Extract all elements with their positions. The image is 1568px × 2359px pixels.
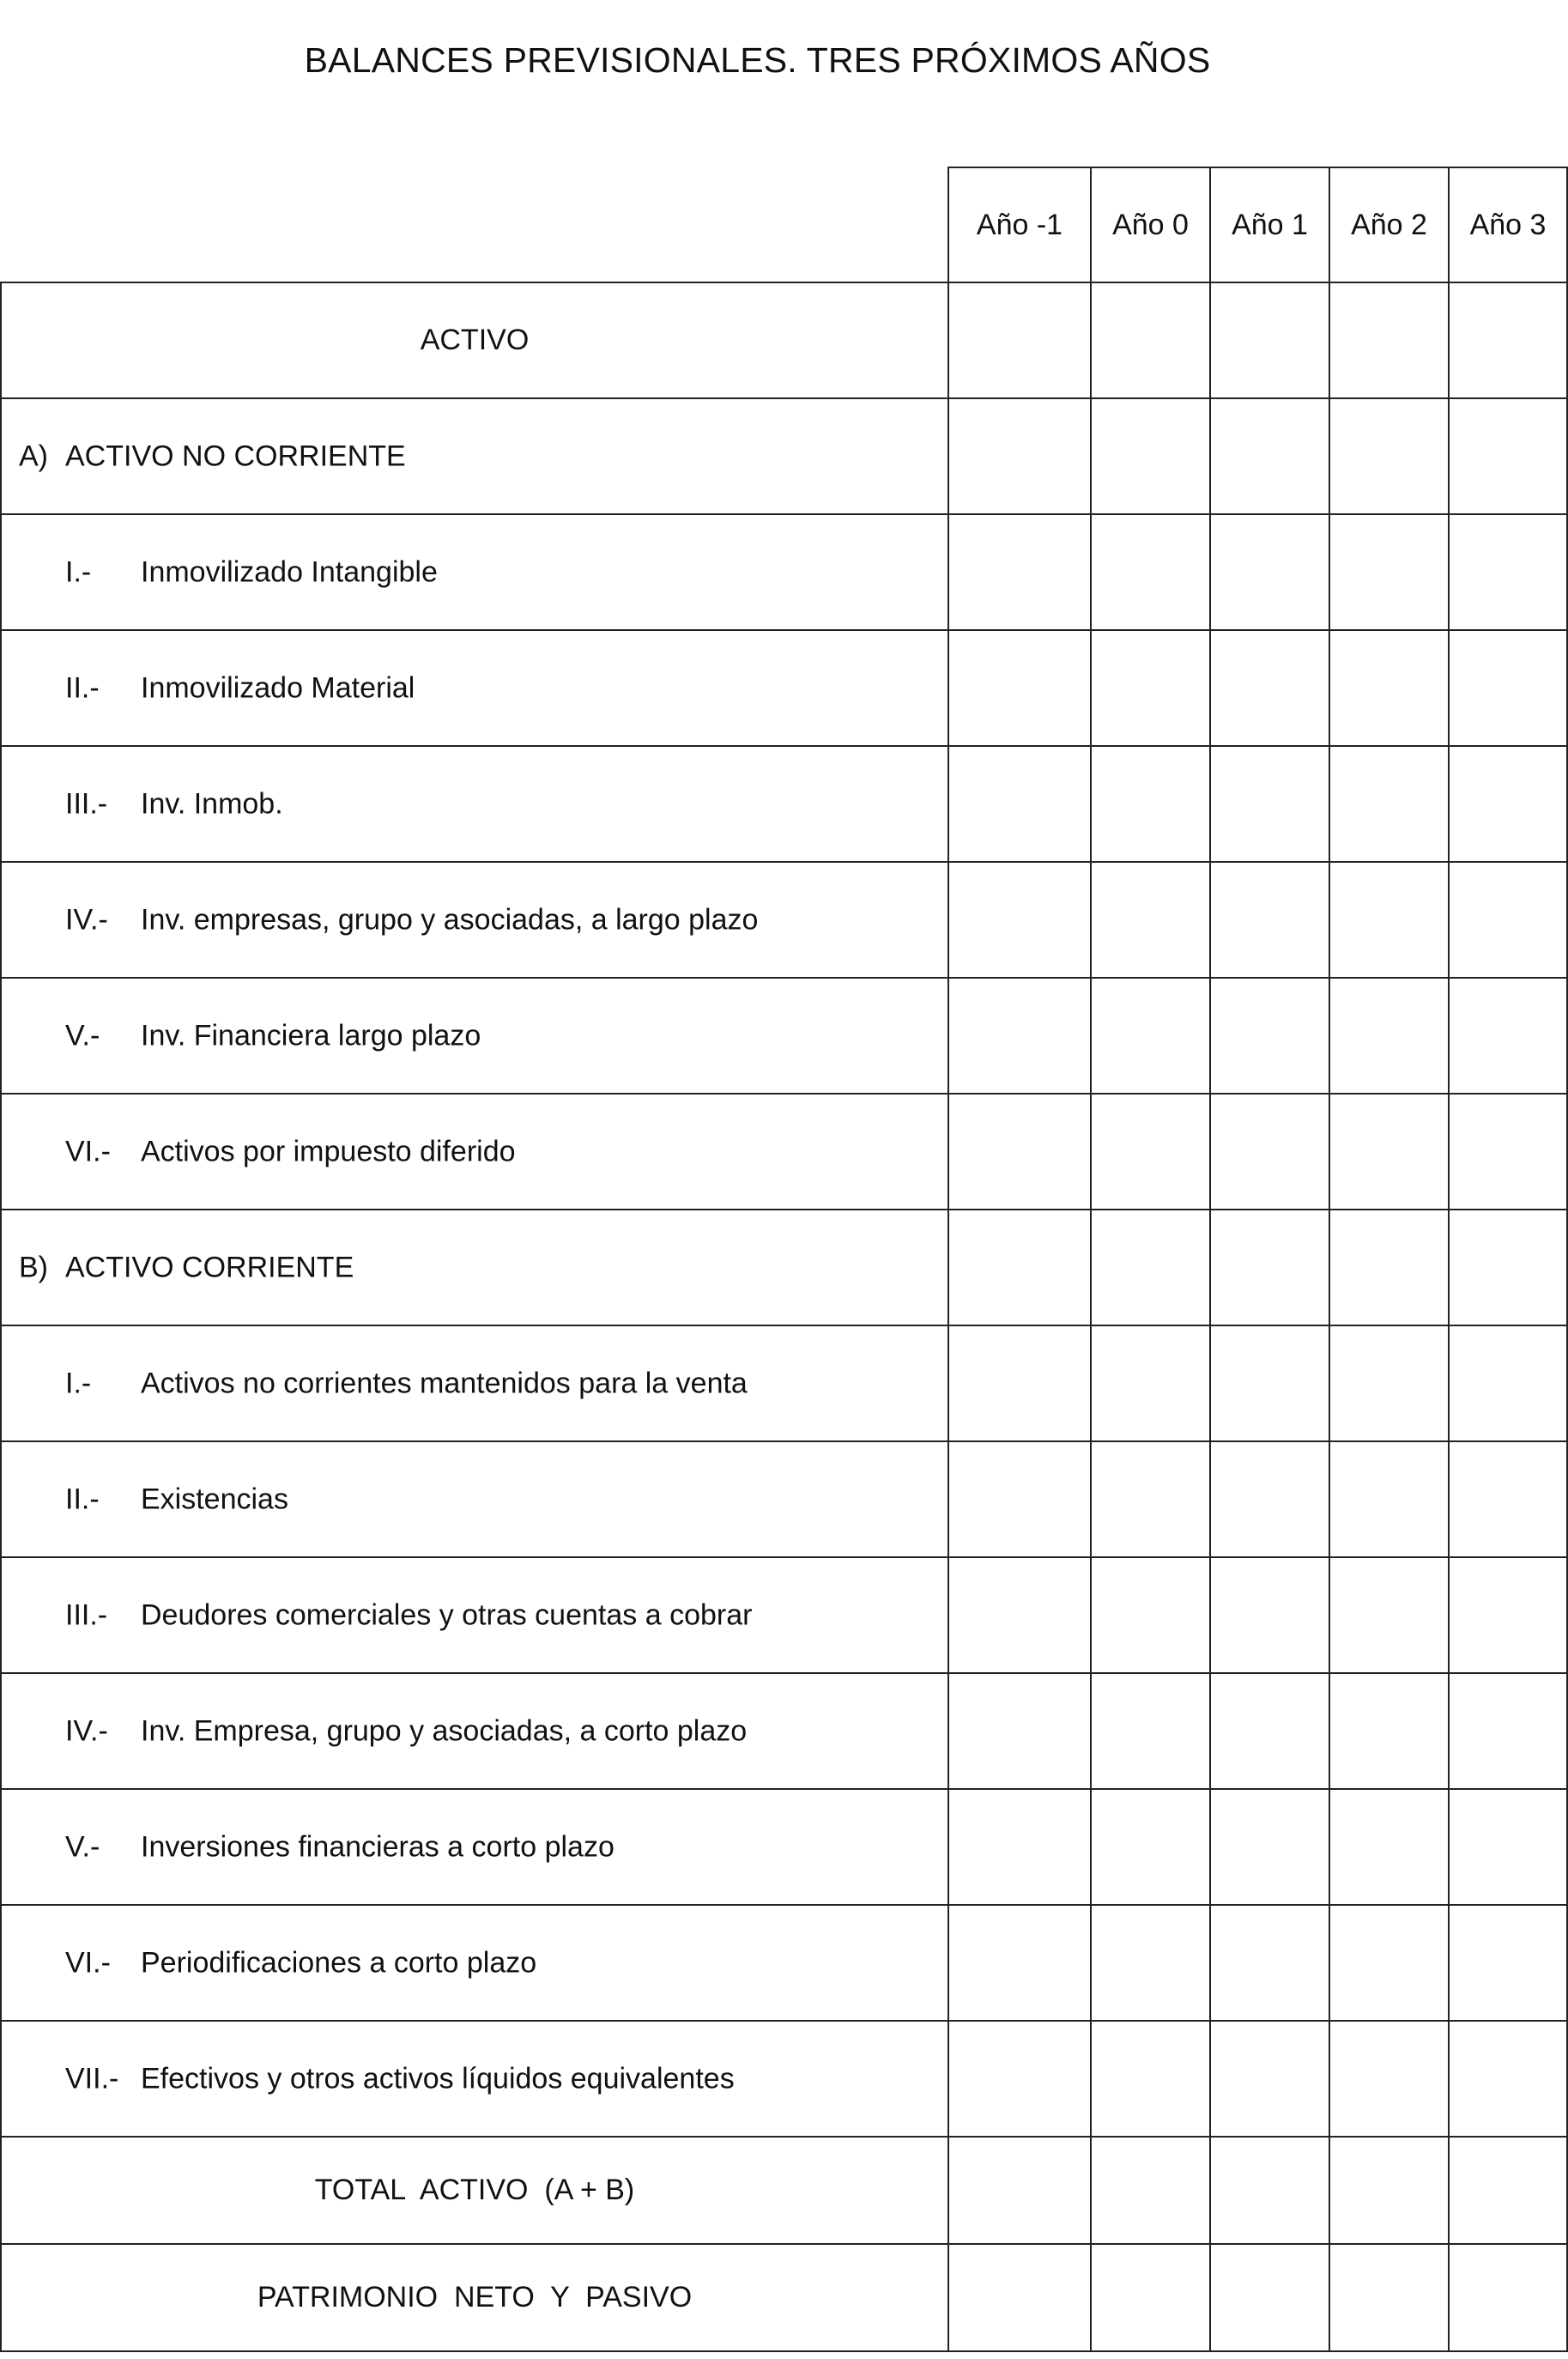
value-cell <box>1449 1905 1567 2021</box>
table-row <box>1 1441 1567 1557</box>
row-label: Inmovilizado Material <box>141 671 415 704</box>
value-cell <box>1091 282 1210 398</box>
page-title: BALANCES PREVISIONALES. TRES PRÓXIMOS AÑOS <box>304 40 1211 80</box>
value-cell <box>1449 1557 1567 1673</box>
value-cell <box>1449 746 1567 862</box>
value-cell <box>948 1325 1091 1441</box>
row-label-cell <box>1 1441 948 1557</box>
value-cell <box>1449 1210 1567 1325</box>
table-row <box>1 2137 1567 2244</box>
row-label: ACTIVO <box>420 324 530 356</box>
row-label: Inv. empresas, grupo y asociadas, a largo plazo <box>141 903 759 936</box>
value-cell <box>948 1673 1091 1789</box>
value-cell <box>1329 2137 1449 2244</box>
value-cell <box>1210 282 1329 398</box>
value-cell <box>1329 282 1449 398</box>
value-cell <box>1449 282 1567 398</box>
value-cell <box>1329 2244 1449 2351</box>
row-label: Existencias <box>141 1483 288 1515</box>
value-cell <box>1449 2244 1567 2351</box>
row-code: VII.- <box>65 2062 119 2095</box>
row-label-cell <box>1 514 948 630</box>
table-row <box>1 282 1567 398</box>
table-row <box>1 1673 1567 1789</box>
row-code: B) <box>19 1251 48 1283</box>
row-label: Periodificaciones a corto plazo <box>141 1946 537 1979</box>
row-label: TOTAL ACTIVO (A + B) <box>314 2174 635 2206</box>
row-label-cell <box>1 2244 948 2351</box>
value-cell <box>1449 2137 1567 2244</box>
value-cell <box>1329 1094 1449 1210</box>
value-cell <box>1449 1673 1567 1789</box>
value-cell <box>1091 2137 1210 2244</box>
value-cell <box>1329 1557 1449 1673</box>
row-label-cell <box>1 1673 948 1789</box>
value-cell <box>1329 978 1449 1094</box>
table-row <box>1 514 1567 630</box>
value-cell <box>1210 1325 1329 1441</box>
value-cell <box>1091 1789 1210 1905</box>
value-cell <box>1329 1789 1449 1905</box>
value-cell <box>1091 1557 1210 1673</box>
value-cell <box>1210 1557 1329 1673</box>
value-cell <box>1210 2021 1329 2137</box>
value-cell <box>1449 514 1567 630</box>
table-body <box>1 282 1567 2351</box>
value-cell <box>1329 398 1449 514</box>
row-code: VI.- <box>65 1946 111 1979</box>
value-cell <box>1329 1210 1449 1325</box>
value-cell <box>1091 630 1210 746</box>
row-code: II.- <box>65 671 100 704</box>
row-label-cell <box>1 1210 948 1325</box>
value-cell <box>948 630 1091 746</box>
value-cell <box>1449 398 1567 514</box>
row-label: Activos por impuesto diferido <box>141 1135 516 1167</box>
row-label: ACTIVO NO CORRIENTE <box>65 440 406 472</box>
table-row <box>1 1557 1567 1673</box>
row-code: A) <box>19 440 48 472</box>
value-cell <box>1091 1905 1210 2021</box>
value-cell <box>1091 1210 1210 1325</box>
value-cell <box>1091 2021 1210 2137</box>
value-cell <box>1210 978 1329 1094</box>
value-cell <box>948 2137 1091 2244</box>
value-cell <box>1091 1094 1210 1210</box>
value-cell <box>948 1557 1091 1673</box>
column-header-year-minus-1: Año -1 <box>948 167 1091 282</box>
table-row <box>1 746 1567 862</box>
value-cell <box>948 1789 1091 1905</box>
value-cell <box>948 514 1091 630</box>
value-cell <box>948 2244 1091 2351</box>
value-cell <box>1091 1325 1210 1441</box>
row-label-cell <box>1 1905 948 2021</box>
row-label-cell <box>1 978 948 1094</box>
row-label-cell <box>1 2021 948 2137</box>
row-label: Inv. Empresa, grupo y asociadas, a corto plazo <box>141 1714 748 1747</box>
table-row <box>1 1905 1567 2021</box>
row-code: V.- <box>65 1019 100 1052</box>
value-cell <box>1210 1441 1329 1557</box>
value-cell <box>1210 514 1329 630</box>
value-cell <box>1449 1325 1567 1441</box>
value-cell <box>1091 398 1210 514</box>
row-code: II.- <box>65 1483 100 1515</box>
column-header-year-1: Año 1 <box>1210 167 1329 282</box>
row-code: IV.- <box>65 1714 108 1747</box>
table-row <box>1 1325 1567 1441</box>
value-cell <box>948 1094 1091 1210</box>
row-label: ACTIVO CORRIENTE <box>65 1251 354 1283</box>
row-code: I.- <box>65 1367 92 1399</box>
row-label-cell <box>1 746 948 862</box>
value-cell <box>1210 862 1329 978</box>
value-cell <box>1091 2244 1210 2351</box>
table-row <box>1 1210 1567 1325</box>
value-cell <box>1091 1673 1210 1789</box>
value-cell <box>948 746 1091 862</box>
row-label-cell <box>1 282 948 398</box>
value-cell <box>1329 1325 1449 1441</box>
row-code: V.- <box>65 1830 100 1863</box>
value-cell <box>948 862 1091 978</box>
value-cell <box>1329 1441 1449 1557</box>
row-label: PATRIMONIO NETO Y PASIVO <box>257 2281 693 2314</box>
value-cell <box>948 2021 1091 2137</box>
row-label-cell <box>1 1557 948 1673</box>
value-cell <box>1449 2021 1567 2137</box>
balance-table <box>0 167 1568 2352</box>
table-row <box>1 398 1567 514</box>
value-cell <box>1210 1789 1329 1905</box>
value-cell <box>1091 978 1210 1094</box>
value-cell <box>1091 1441 1210 1557</box>
column-header-year-2: Año 2 <box>1329 167 1449 282</box>
row-label: Inv. Financiera largo plazo <box>141 1019 481 1052</box>
value-cell <box>1210 1673 1329 1789</box>
table-row <box>1 630 1567 746</box>
row-code: III.- <box>65 1598 108 1631</box>
row-label-cell <box>1 2137 948 2244</box>
value-cell <box>1329 746 1449 862</box>
row-code: IV.- <box>65 903 108 936</box>
row-label-cell <box>1 398 948 514</box>
value-cell <box>948 1441 1091 1557</box>
row-label-cell <box>1 1789 948 1905</box>
value-cell <box>1091 746 1210 862</box>
column-header-year-3: Año 3 <box>1449 167 1567 282</box>
table-row <box>1 2021 1567 2137</box>
row-label: Deudores comerciales y otras cuentas a cobrar <box>141 1598 753 1631</box>
header-blank-cell <box>1 167 948 282</box>
row-label-cell <box>1 1094 948 1210</box>
row-code: III.- <box>65 787 108 820</box>
row-label: Efectivos y otros activos líquidos equivalentes <box>141 2062 735 2095</box>
value-cell <box>1210 2137 1329 2244</box>
table-row <box>1 2244 1567 2351</box>
value-cell <box>1329 862 1449 978</box>
column-header-year-0: Año 0 <box>1091 167 1210 282</box>
header-row <box>1 167 1567 282</box>
row-label: Inv. Inmob. <box>141 787 283 820</box>
value-cell <box>1091 514 1210 630</box>
value-cell <box>1210 398 1329 514</box>
row-label: Activos no corrientes mantenidos para la venta <box>141 1367 748 1399</box>
value-cell <box>1449 1094 1567 1210</box>
row-label: Inversiones financieras a corto plazo <box>141 1830 614 1863</box>
value-cell <box>1449 862 1567 978</box>
value-cell <box>1210 746 1329 862</box>
row-label-cell <box>1 630 948 746</box>
row-label-cell <box>1 862 948 978</box>
value-cell <box>948 978 1091 1094</box>
value-cell <box>948 398 1091 514</box>
table-row <box>1 1789 1567 1905</box>
row-code: I.- <box>65 555 92 588</box>
value-cell <box>1210 2244 1329 2351</box>
table-row <box>1 1094 1567 1210</box>
value-cell <box>948 282 1091 398</box>
value-cell <box>948 1905 1091 2021</box>
row-label-cell <box>1 1325 948 1441</box>
value-cell <box>1210 1905 1329 2021</box>
value-cell <box>1449 978 1567 1094</box>
row-code: VI.- <box>65 1135 111 1167</box>
value-cell <box>1210 1094 1329 1210</box>
value-cell <box>1449 630 1567 746</box>
table-row <box>1 862 1567 978</box>
value-cell <box>948 1210 1091 1325</box>
value-cell <box>1449 1441 1567 1557</box>
value-cell <box>1329 630 1449 746</box>
value-cell <box>1329 1905 1449 2021</box>
table-row <box>1 978 1567 1094</box>
value-cell <box>1449 1789 1567 1905</box>
row-label: Inmovilizado Intangible <box>141 555 438 588</box>
value-cell <box>1329 1673 1449 1789</box>
value-cell <box>1210 630 1329 746</box>
value-cell <box>1329 514 1449 630</box>
value-cell <box>1329 2021 1449 2137</box>
value-cell <box>1210 1210 1329 1325</box>
value-cell <box>1091 862 1210 978</box>
